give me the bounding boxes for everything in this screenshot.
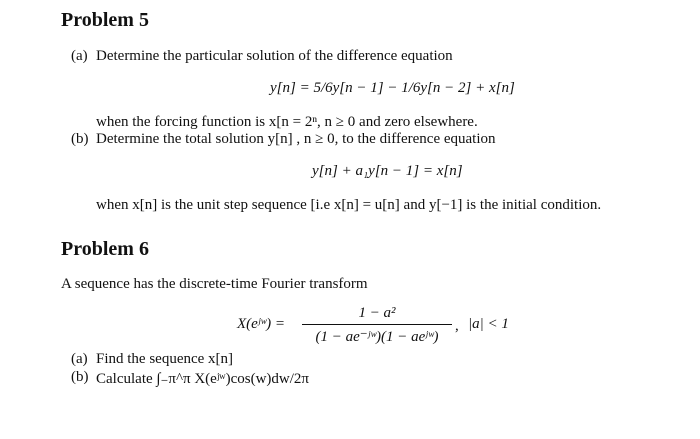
problem-5-part-a-condition: when the forcing function is x[n = 2ⁿ, n ≥ 0 and zero elsewhere. <box>96 114 478 130</box>
problem-6-title: Problem 6 <box>61 238 149 260</box>
dtft-condition: |a| < 1 <box>468 316 509 332</box>
problem-5-part-b-condition: when x[n] is the unit step sequence [i.e x[n] = u[n] and y[−1] is the initial condition. <box>96 197 602 213</box>
dtft-comma: , <box>455 318 459 334</box>
problem-5-title: Problem 5 <box>61 9 149 31</box>
problem-6-part-a-label: (a) <box>71 351 88 367</box>
dtft-numerator: 1 − a² <box>358 305 396 321</box>
problem-6-part-b-text: Calculate ∫₋π^π X(eʲʷ)cos(w)dw/2π <box>96 371 309 387</box>
problem-6-part-b-label: (b) <box>71 369 89 385</box>
fraction-bar <box>302 324 452 325</box>
dtft-denominator: (1 − ae⁻ʲʷ)(1 − aeʲʷ) <box>315 329 439 345</box>
problem-5-equation-b: y[n] + a₁y[n − 1] = x[n] <box>312 163 463 179</box>
problem-5-part-b-label: (b) <box>71 131 89 147</box>
problem-6-part-a-text: Find the sequence x[n] <box>96 351 234 367</box>
problem-5-part-a-label: (a) <box>71 48 88 64</box>
problem-5-part-b-text: Determine the total solution y[n] , n ≥ 0, to the difference equation <box>96 131 496 147</box>
problem-5-part-a-text: Determine the particular solution of the difference equation <box>96 48 453 64</box>
dtft-fraction <box>302 305 452 346</box>
problem-6-intro: A sequence has the discrete-time Fourier transform <box>61 276 368 292</box>
dtft-lhs: X(eʲʷ) = <box>237 316 285 332</box>
problem-5-equation-a: y[n] = 5/6y[n − 1] − 1/6y[n − 2] + x[n] <box>270 80 515 96</box>
